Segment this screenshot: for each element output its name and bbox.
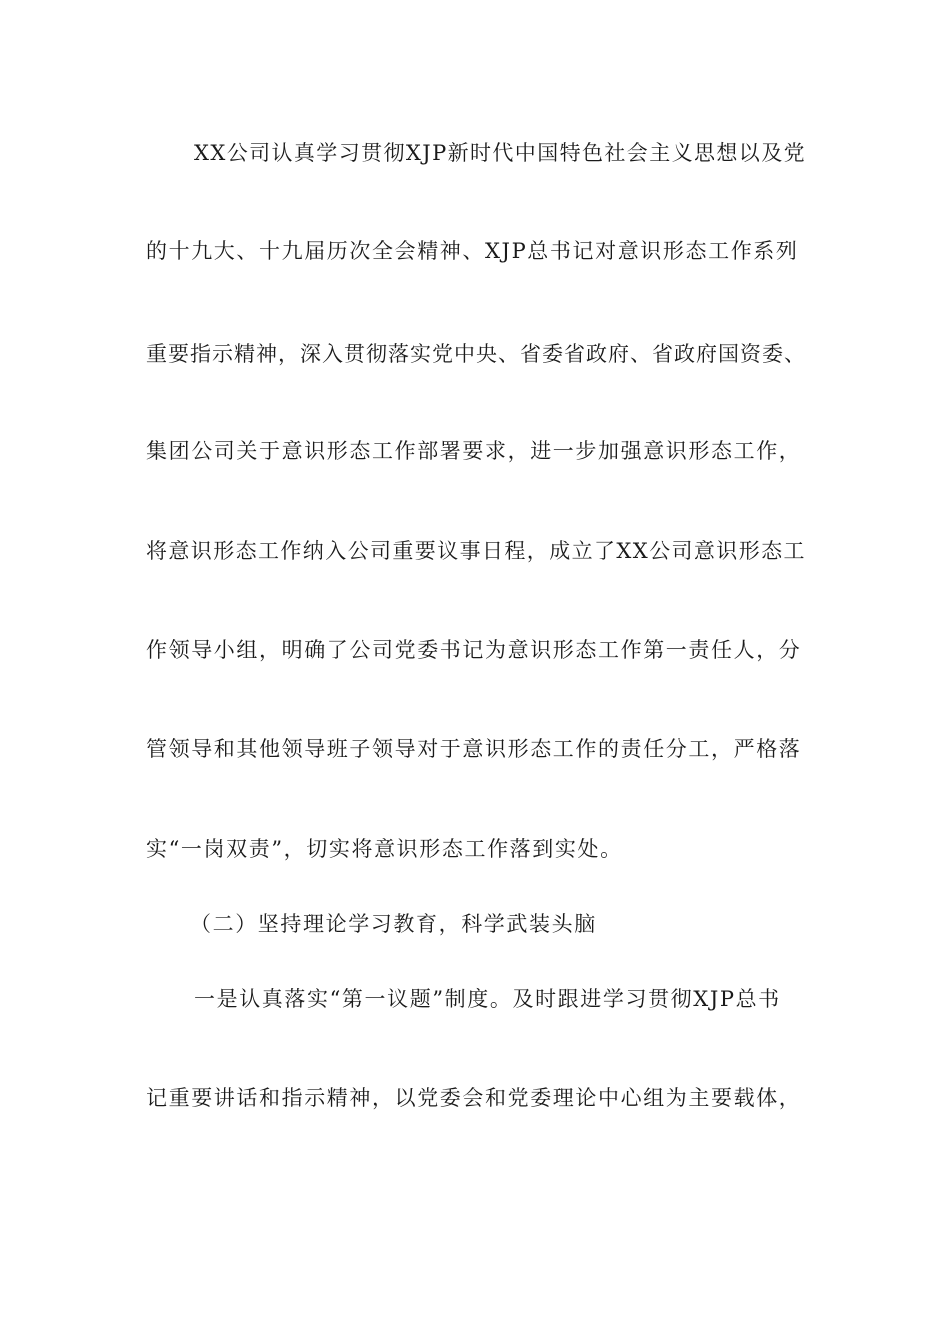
section-heading: （二）坚持理论学习教育，科学武装头脑	[190, 912, 597, 936]
paragraph-line-7: 管领导和其他领导班子领导对于意识形态工作的责任分工，严格落	[146, 737, 802, 761]
paragraph-line-2: 的十九大、十九届历次全会精神、XJP总书记对意识形态工作系列	[146, 239, 799, 263]
paragraph-line-5: 将意识形态工作纳入公司重要议事日程，成立了XX公司意识形态工	[146, 539, 806, 563]
paragraph-line-6: 作领导小组，明确了公司党委书记为意识形态工作第一责任人，分	[146, 638, 802, 662]
paragraph-line-10: 记重要讲话和指示精神，以党委会和党委理论中心组为主要载体，	[146, 1086, 802, 1110]
paragraph-line-3: 重要指示精神，深入贯彻落实党中央、省委省政府、省政府国资委、	[146, 342, 806, 366]
paragraph-line-8: 实“一岗双责”，切实将意识形态工作落到实处。	[146, 837, 623, 861]
paragraph-line-9: 一是认真落实“第一议题”制度。及时跟进学习贯彻XJP总书	[194, 987, 781, 1011]
paragraph-line-4: 集团公司关于意识形态工作部署要求，进一步加强意识形态工作，	[146, 439, 802, 463]
paragraph-line-1: XX公司认真学习贯彻XJP新时代中国特色社会主义思想以及党	[194, 141, 806, 165]
